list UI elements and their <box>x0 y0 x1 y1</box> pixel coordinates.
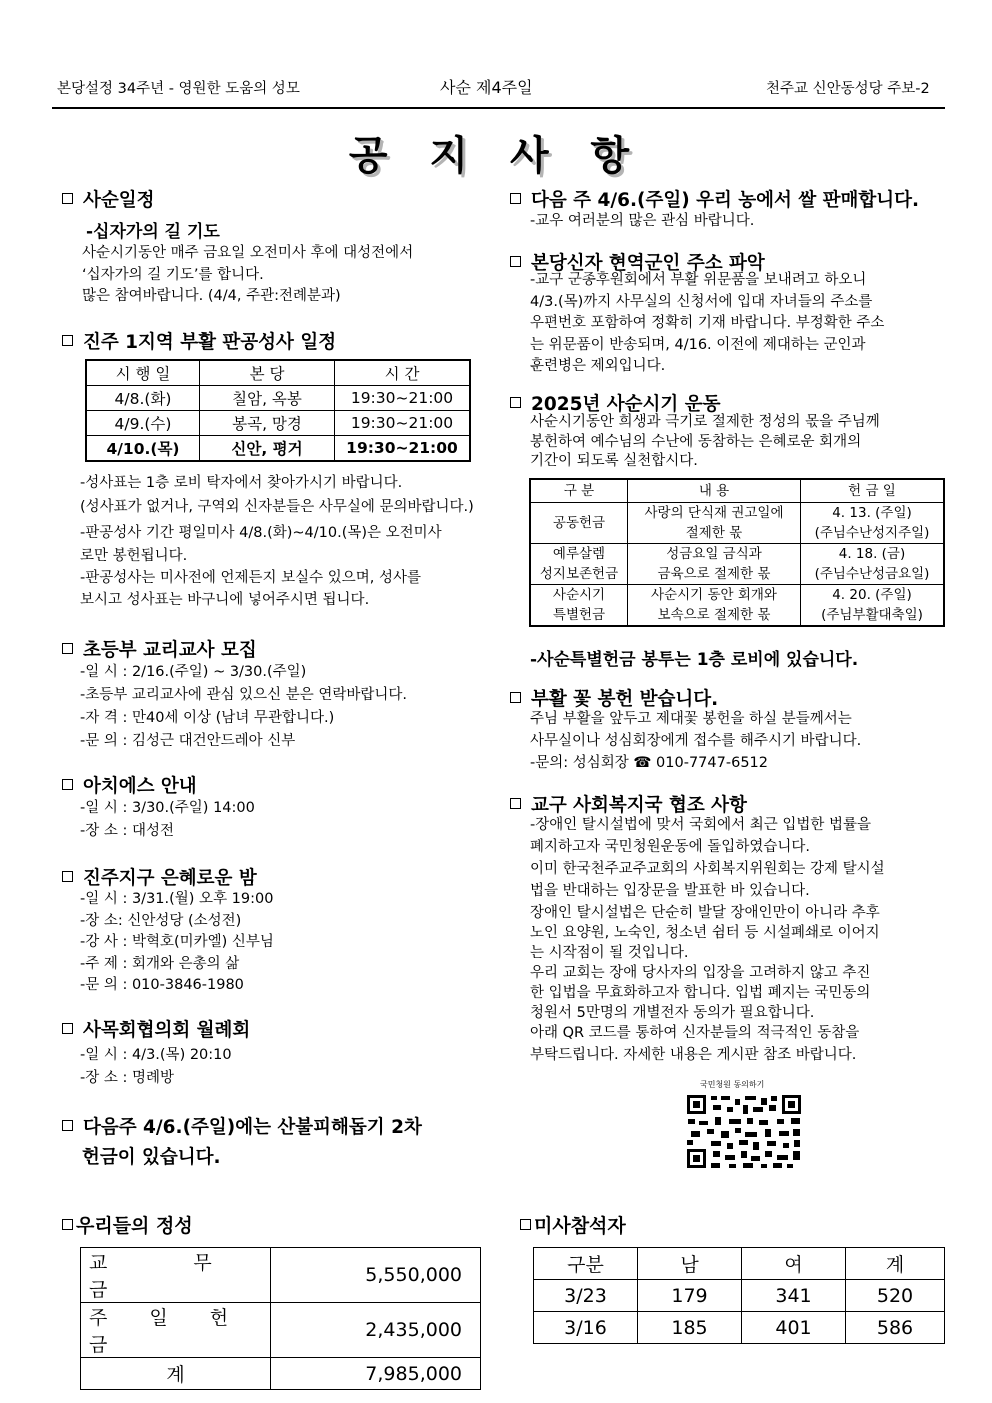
rice-heading: 다음 주 4/6.(주일) 우리 농에서 쌀 판매합니다. <box>510 186 919 212</box>
checkbox-square-icon <box>62 193 73 204</box>
qr-code-icon[interactable] <box>685 1093 803 1170</box>
table-row: 예루살렘 성지보존헌금 성금요일 금식과 금육으로 절제한 몫 4. 18. (금) (주님수난성금요일) <box>530 544 944 585</box>
offering-heading: 우리들의 정성 <box>62 1211 193 1238</box>
checkbox-square-icon <box>510 256 521 267</box>
header-left: 본당설정 34주년 - 영원한 도움의 성모 <box>57 81 300 97</box>
table-row: 4/10.(목) 신안, 평거 19:30~21:00 <box>86 436 470 462</box>
lent-offering-table <box>529 478 945 627</box>
table-row: 3/23 179 341 520 <box>534 1280 945 1312</box>
lent-schedule-sub: -십자가의 길 기도 <box>86 222 220 242</box>
qr-caption: 국민청원 동의하기 <box>700 1080 765 1089</box>
lent-movement-text: 사순시기동안 희생과 극기로 절제한 정성의 몫을 주님께 봉헌하여 예수님의 수난에 동참하는 은혜로운 회개의 기간이 되도록 실천합시다. <box>530 414 880 469</box>
checkbox-square-icon <box>520 1219 531 1230</box>
lent-schedule-heading: 사순일정 <box>62 186 154 212</box>
lent-movement-heading: 2025년 사순시기 운동 <box>510 390 720 416</box>
rice-text: -교우 여러분의 많은 관심 바랍니다. <box>530 213 755 229</box>
table-row: 3/16 185 401 586 <box>534 1312 945 1344</box>
header-rule <box>52 107 945 109</box>
attendance-heading: 미사참석자 <box>520 1211 626 1238</box>
wildfire-heading: 다음주 4/6.(주일)에는 산불피해돕기 2차 <box>62 1113 422 1139</box>
checkbox-square-icon <box>510 193 521 204</box>
table-row: 교 무 금 5,550,000 <box>81 1248 481 1303</box>
council-heading: 사목회협의회 월례회 <box>62 1016 250 1042</box>
table-row: 사순시기 특별헌금 사순시기 동안 회개와 보속으로 절제한 몫 4. 20. (주일) (주님부활대축일) <box>530 585 944 627</box>
checkbox-square-icon <box>62 643 73 654</box>
penance-notes: -성사표는 1층 로비 탁자에서 찾아가시기 바랍니다. (성사표가 없거나, 구역외 신자분들은 사무실에 문의바랍니다.) -판공성사 기간 평일미사 4/8.(화)~4/10.(목)은 오전미사 로만 봉헌됩니다. -판공성사는 미사전에 언제든지 보실수 있으며, 성사를 보시고 성사표는 바구니에 넣어주시면 됩니다. <box>80 475 474 608</box>
checkbox-square-icon <box>62 779 73 790</box>
flowers-text: 주님 부활을 앞두고 제대꽃 봉헌을 하실 분들께서는 사무실이나 성심회장에게 접수를 해주시기 바랍니다. -문의: 성심회장 ☎ 010-7747-6512 <box>530 711 862 771</box>
checkbox-square-icon <box>62 335 73 346</box>
table-row: 계 7,985,000 <box>81 1358 481 1390</box>
penance-heading: 진주 1지역 부활 판공성사 일정 <box>62 328 336 354</box>
checkbox-square-icon <box>62 1219 73 1230</box>
lent-schedule-text: 사순시기동안 매주 금요일 오전미사 후에 대성전에서 ‘십자가의 길 기도’를 합니다. 많은 참여바랍니다. (4/4, 주관:전례분과) <box>82 245 414 304</box>
attendance-table <box>533 1247 945 1344</box>
header-right: 천주교 신안동성당 주보-2 <box>766 81 930 97</box>
offering-table <box>80 1247 481 1390</box>
checkbox-square-icon <box>510 397 521 408</box>
council-text: -일 시 : 4/3.(목) 20:10 -장 소 : 명례방 <box>80 1047 232 1086</box>
table-header: 시 행 일 <box>86 360 200 386</box>
page-title: 공 지 사 항 <box>348 133 644 179</box>
acies-heading: 아치에스 안내 <box>62 772 197 798</box>
table-header-row <box>86 360 470 386</box>
teachers-heading: 초등부 교리교사 모집 <box>62 636 257 662</box>
checkbox-square-icon <box>510 798 521 809</box>
flowers-heading: 부활 꽃 봉헌 받습니다. <box>510 685 718 711</box>
lent-envelope-note: -사순특별헌금 봉투는 1층 로비에 있습니다. <box>530 650 859 670</box>
table-header-row: 구 분 내 용 헌 금 일 <box>530 479 944 503</box>
table-row: 주 일 헌 금 2,435,000 <box>81 1303 481 1358</box>
wildfire-heading-line2: 헌금이 있습니다. <box>82 1147 221 1168</box>
table-row: 4/9.(수) 봉곡, 망경 19:30~21:00 <box>86 411 470 436</box>
penance-table <box>85 359 471 462</box>
checkbox-square-icon <box>62 1023 73 1034</box>
table-row: 4/8.(화) 칠암, 옥봉 19:30~21:00 <box>86 386 470 411</box>
checkbox-square-icon <box>62 1120 73 1131</box>
table-header: 시 간 <box>335 360 471 386</box>
soldiers-text: -교구 군종후원회에서 부활 위문품을 보내려고 하오니 4/3.(목)까지 사무실의 신청서에 입대 자녀들의 주소를 우편번호 포함하여 정확히 기재 바랍니다. 부정확한 주소 는 위문품이 반송되며, 4/16. 이전에 제대하는 군인과 훈련병은 제외입니다. <box>530 272 885 374</box>
checkbox-square-icon <box>62 871 73 882</box>
welfare-text: -장애인 탈시설법에 맞서 국회에서 최근 입법한 법률을 폐지하고자 국민청원운동에 돌입하였습니다. 이미 한국천주교주교회의 사회복지위원회는 강제 탈시설 법을 반대하는 입장문을 발표한 바 있습니다. 장애인 탈시설법은 단순히 발달 장애인만이 아니라 추후 노인 요양원, 노숙인, 청소년 쉼터 등 시설폐쇄로 이어지 는 시작점이 될 것입니다. 우리 교회는 장애 당사자의 입장을 고려하지 않고 추진 한 입법을 무효화하고자 합니다. 입법 폐지는 국민동의 청원서 5만명의 개별전자 동의가 필요합니다. 아래 QR 코드를 통하여 신자분들의 적극적인 동참을 부탁드립니다. 자세한 내용은 게시판 참조 바랍니다. <box>530 817 885 1063</box>
table-row: 공동헌금 사랑의 단식재 권고일에 절제한 몫 4. 13. (주일) (주님수난성지주일) <box>530 503 944 544</box>
table-header-row: 구분 남 여 계 <box>534 1248 945 1280</box>
grace-night-heading: 진주지구 은혜로운 밤 <box>62 864 257 890</box>
grace-night-text: -일 시 : 3/31.(월) 오후 19:00 -장 소: 신안성당 (소성전) -강 사 : 박혁호(미카엘) 신부님 -주 제 : 회개와 은총의 삶 -문 의 : 010-3846-1980 <box>80 891 274 993</box>
teachers-text: -일 시 : 2/16.(주일) ~ 3/30.(주일) -초등부 교리교사에 관심 있으신 분은 연락바랍니다. -자 격 : 만40세 이상 (남녀 무관합니다.) -문 의 : 김성근 대건안드레아 신부 <box>80 664 408 749</box>
checkbox-square-icon <box>510 692 521 703</box>
acies-text: -일 시 : 3/30.(주일) 14:00 -장 소 : 대성전 <box>80 800 255 839</box>
welfare-heading: 교구 사회복지국 협조 사항 <box>510 791 747 817</box>
header-center: 사순 제4주일 <box>440 78 533 97</box>
soldiers-heading: 본당신자 현역군인 주소 파악 <box>510 249 765 275</box>
table-header: 본 당 <box>200 360 335 386</box>
